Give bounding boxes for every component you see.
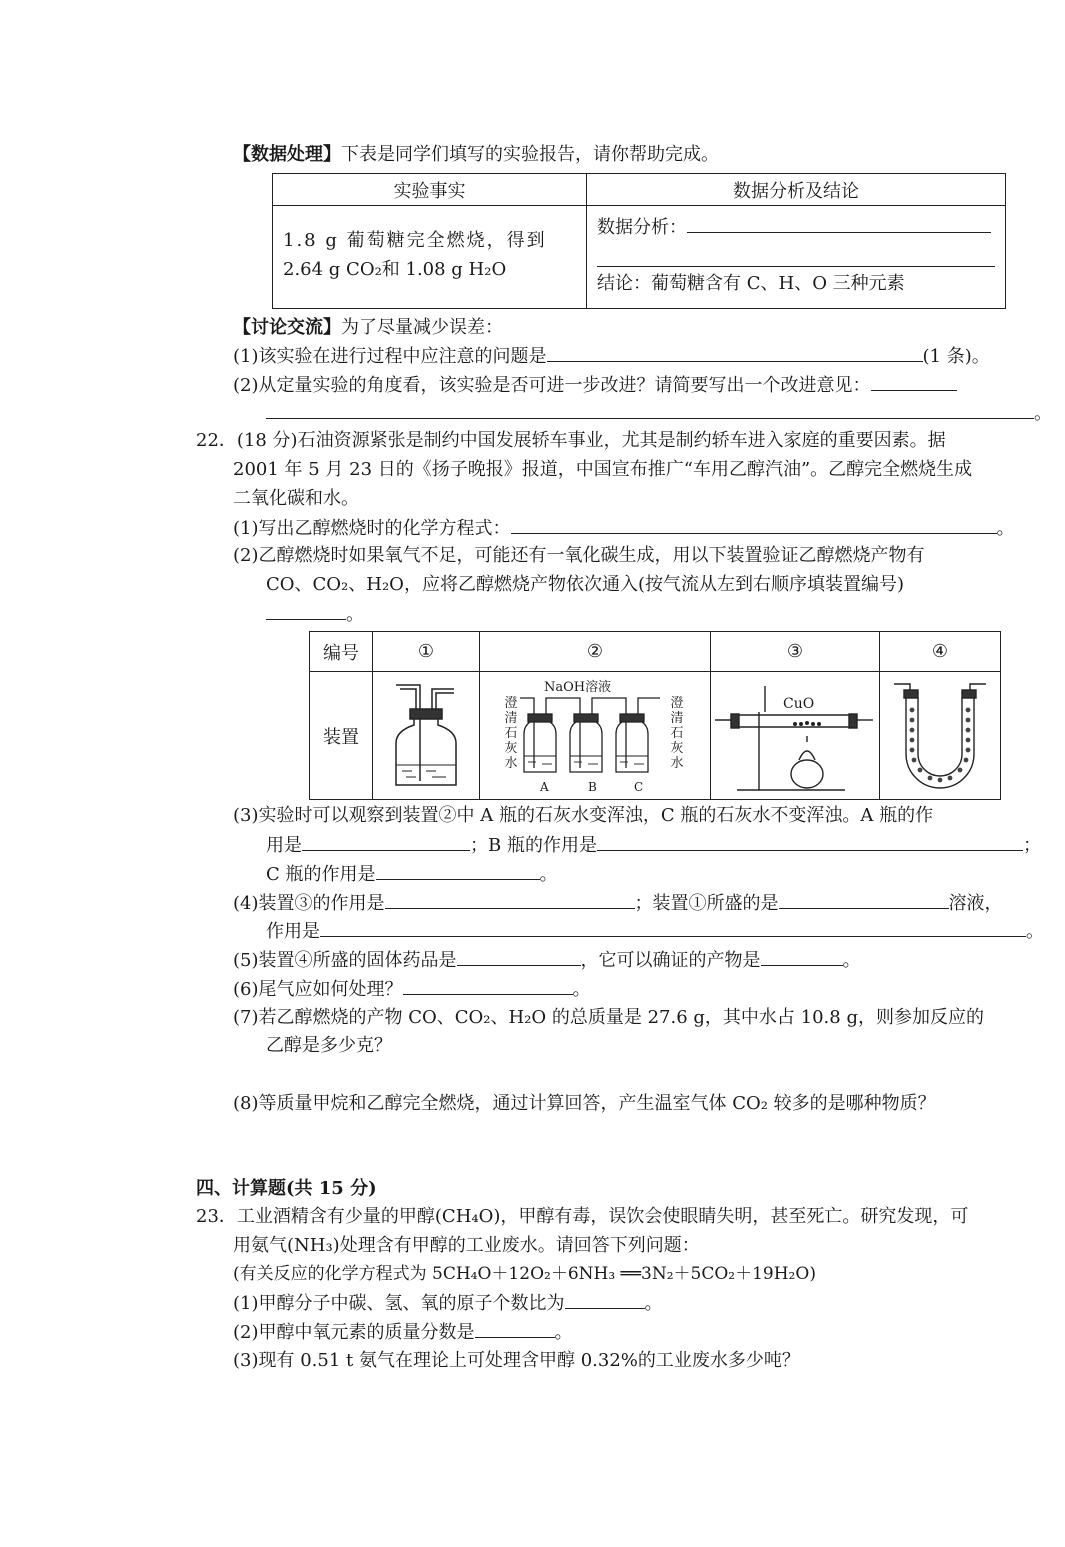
q22-p5-b-text: ，它可以确证的产物是 bbox=[580, 950, 761, 971]
q22-p5-a-blank[interactable] bbox=[457, 947, 581, 966]
q22-p4-a-text: (4)装置③的作用是 bbox=[233, 893, 385, 914]
analysis-blank-2[interactable] bbox=[597, 242, 995, 267]
fact-line2: 2.64 g CO₂和 1.08 g H₂O bbox=[283, 259, 507, 280]
analysis-blank[interactable] bbox=[687, 214, 991, 233]
q22-p4-d-text: 作用是 bbox=[266, 921, 320, 942]
limewater-right-char: 清 bbox=[670, 711, 684, 726]
apparatus-row-label: 装置 bbox=[310, 672, 373, 800]
discussion-intro: 为了尽量减少误差： bbox=[341, 317, 503, 338]
limewater-left-char: 石 bbox=[504, 726, 518, 741]
limewater-right-char: 灰 bbox=[670, 741, 684, 756]
limewater-left-char: 清 bbox=[504, 711, 518, 726]
q23-p1-text: (1)甲醇分子中碳、氢、氧的原子个数比为 bbox=[233, 1293, 565, 1314]
limewater-right-char: 水 bbox=[670, 756, 684, 771]
analysis-label: 数据分析： bbox=[597, 217, 687, 238]
q22-p6: (6)尾气应如何处理？ 。 bbox=[233, 976, 591, 1003]
experiment-report-table bbox=[272, 173, 1006, 309]
q22-p4-b-text: ；装置①所盛的是 bbox=[634, 893, 779, 914]
heated-tube-icon bbox=[715, 682, 873, 794]
wash-bottle-icon bbox=[376, 673, 476, 793]
three-bottles-icon bbox=[520, 688, 670, 778]
col1-header: 实验事实 bbox=[273, 174, 587, 206]
analysis-cell bbox=[587, 206, 1006, 309]
number-row-label: 编号 bbox=[310, 632, 373, 672]
q22-p3-line3: C 瓶的作用是 。 bbox=[266, 861, 558, 888]
discussion-heading: 【讨论交流】 bbox=[233, 317, 341, 338]
apparatus-number-3: ③ bbox=[711, 632, 880, 672]
discussion-q2-blank[interactable] bbox=[871, 372, 957, 391]
q22-p4-line1 bbox=[233, 890, 1003, 917]
discussion-line bbox=[233, 315, 503, 341]
data-processing-intro: 下表是同学们填写的实验报告，请你帮助完成。 bbox=[341, 144, 719, 165]
apparatus-3-cell bbox=[711, 672, 880, 800]
limewater-left-label bbox=[504, 696, 518, 771]
q22-p3-c-blank[interactable] bbox=[376, 861, 540, 880]
cuo-label: CuO bbox=[783, 696, 815, 712]
q22-stem-line3: 二氧化碳和水。 bbox=[233, 488, 359, 509]
q23-p2-blank[interactable] bbox=[475, 1319, 555, 1338]
q22-p3-line2: 用是 ；B 瓶的作用是 ； bbox=[266, 832, 1041, 859]
discussion-q2-text: (2)从定量实验的角度看，该实验是否可进一步改进？请简要写出一个改进意见： bbox=[233, 375, 871, 396]
q22-p2-blank[interactable] bbox=[266, 601, 346, 620]
apparatus-number-4: ④ bbox=[880, 632, 1001, 672]
q22-p5-b-blank[interactable] bbox=[761, 947, 843, 966]
apparatus-number-1: ① bbox=[373, 632, 480, 672]
discussion-q2-cont: 。 bbox=[266, 400, 1052, 427]
q22-stem-line1: 22．(18 分)石油资源紧张是制约中国发展轿车事业，尤其是制约轿车进入家庭的重要因素。据 bbox=[196, 430, 946, 451]
limewater-right-char: 石 bbox=[670, 726, 684, 741]
q22-p1-text: (1)写出乙醇燃烧时的化学方程式： bbox=[233, 518, 511, 539]
q22-p1-blank[interactable] bbox=[511, 515, 997, 534]
col2-header: 数据分析及结论 bbox=[587, 174, 1006, 206]
discussion-q1-text: (1)该实验在进行过程中应注意的问题是 bbox=[233, 346, 547, 367]
q22-p5: (5)装置④所盛的固体药品是 ，它可以确证的产物是 。 bbox=[233, 947, 861, 974]
fact-cell bbox=[273, 206, 587, 309]
data-processing-heading: 【数据处理】 bbox=[233, 144, 341, 165]
q23-p3: (3)现有 0.51 t 氨气在理论上可处理含甲醇 0.32%的工业废水多少吨？ bbox=[233, 1350, 800, 1371]
q23-line2: 用氨气(NH₃)处理含有甲醇的工业废水。请回答下列问题： bbox=[233, 1235, 700, 1256]
q22-p3-a-text: 用是 bbox=[266, 835, 302, 856]
q22-p7-line2: 乙醇是多少克？ bbox=[266, 1035, 392, 1056]
naoh-label: NaOH溶液 bbox=[544, 680, 612, 695]
q22-p7-line1: (7)若乙醇燃烧的产物 CO、CO₂、H₂O 的总质量是 27.6 g，其中水占 10.8 g，则参加反应的 bbox=[233, 1007, 984, 1028]
q22-p3-b-blank[interactable] bbox=[597, 832, 1023, 851]
q22-p6-blank[interactable] bbox=[403, 976, 573, 995]
q23-p1-blank[interactable] bbox=[565, 1290, 645, 1309]
q22-p4-a-blank[interactable] bbox=[385, 890, 635, 909]
limewater-right-char: 澄 bbox=[670, 696, 684, 711]
apparatus-1-cell bbox=[373, 672, 480, 800]
q22-p4-c-text: 溶液， bbox=[948, 893, 1003, 914]
data-processing-line bbox=[233, 142, 719, 168]
q22-p3-line1: (3)实验时可以观察到装置②中 A 瓶的石灰水变浑浊，C 瓶的石灰水不变浑浊。A 瓶的作 bbox=[233, 805, 934, 826]
q23-line1: 23．工业酒精含有少量的甲醇(CH₄O)，甲醇有毒，误饮会使眼睛失明，甚至死亡。研究发现，可 bbox=[196, 1206, 969, 1227]
apparatus-2-cell bbox=[480, 672, 711, 800]
apparatus-table bbox=[309, 631, 1001, 800]
q23-p2: (2)甲醇中氧元素的质量分数是 。 bbox=[233, 1319, 573, 1346]
q22-p3-c-text: C 瓶的作用是 bbox=[266, 864, 376, 885]
limewater-left-char: 澄 bbox=[504, 696, 518, 711]
fact-line1: 1.8 g 葡萄糖完全燃烧，得到 bbox=[283, 230, 547, 251]
bottle-label-c: C bbox=[634, 780, 644, 794]
limewater-left-char: 灰 bbox=[504, 741, 518, 756]
q22-p4-d-blank[interactable] bbox=[320, 918, 1026, 937]
q23-p1: (1)甲醇分子中碳、氢、氧的原子个数比为 。 bbox=[233, 1290, 663, 1317]
apparatus-4-cell bbox=[880, 672, 1001, 800]
discussion-q2-blank-2[interactable] bbox=[266, 400, 1034, 419]
q22-p5-a-text: (5)装置④所盛的固体药品是 bbox=[233, 950, 457, 971]
q22-p3-a-blank[interactable] bbox=[302, 832, 470, 851]
discussion-q1-blank[interactable] bbox=[547, 343, 923, 362]
bottle-label-b: B bbox=[588, 780, 597, 794]
q22-p1: (1)写出乙醇燃烧时的化学方程式： 。 bbox=[233, 515, 1015, 542]
apparatus-number-2: ② bbox=[480, 632, 711, 672]
section4-title: 四、计算题(共 15 分) bbox=[196, 1178, 377, 1199]
discussion-q2 bbox=[233, 372, 957, 399]
q23-equation: (有关反应的化学方程式为 5CH₄O＋12O₂＋6NH₃ ══3N₂＋5CO₂＋19H₂O) bbox=[233, 1264, 816, 1284]
q22-p2-line1: (2)乙醇燃烧时如果氧气不足，可能还有一氧化碳生成，用以下装置验证乙醇燃烧产物有 bbox=[233, 545, 925, 566]
bottle-label-a: A bbox=[540, 780, 549, 794]
u-tube-icon bbox=[890, 676, 990, 790]
conclusion-text: 结论：葡萄糖含有 C、H、O 三种元素 bbox=[597, 273, 905, 294]
q22-stem-line2: 2001 年 5 月 23 日的《扬子晚报》报道，中国宣布推广“车用乙醇汽油”。乙醇完全燃烧生成 bbox=[233, 459, 973, 480]
q22-p4-b-blank[interactable] bbox=[779, 890, 949, 909]
q22-p4-line2: 作用是 。 bbox=[266, 918, 1044, 945]
q22-p2-blank-line: 。 bbox=[266, 601, 364, 628]
limewater-right-label bbox=[670, 696, 684, 771]
q22-p8: (8)等质量甲烷和乙醇完全燃烧，通过计算回答，产生温室气体 CO₂ 较多的是哪种物质？ bbox=[233, 1093, 936, 1114]
q22-p2-line2: CO、CO₂、H₂O，应将乙醇燃烧产物依次通入(按气流从左到右顺序填装置编号) bbox=[266, 574, 904, 595]
limewater-left-char: 水 bbox=[504, 756, 518, 771]
q23-p2-text: (2)甲醇中氧元素的质量分数是 bbox=[233, 1322, 475, 1343]
q22-p6-text: (6)尾气应如何处理？ bbox=[233, 979, 403, 1000]
discussion-q1-suffix: (1 条)。 bbox=[922, 346, 990, 367]
q22-p3-b-text: ；B 瓶的作用是 bbox=[470, 835, 597, 856]
discussion-q1 bbox=[233, 343, 990, 370]
